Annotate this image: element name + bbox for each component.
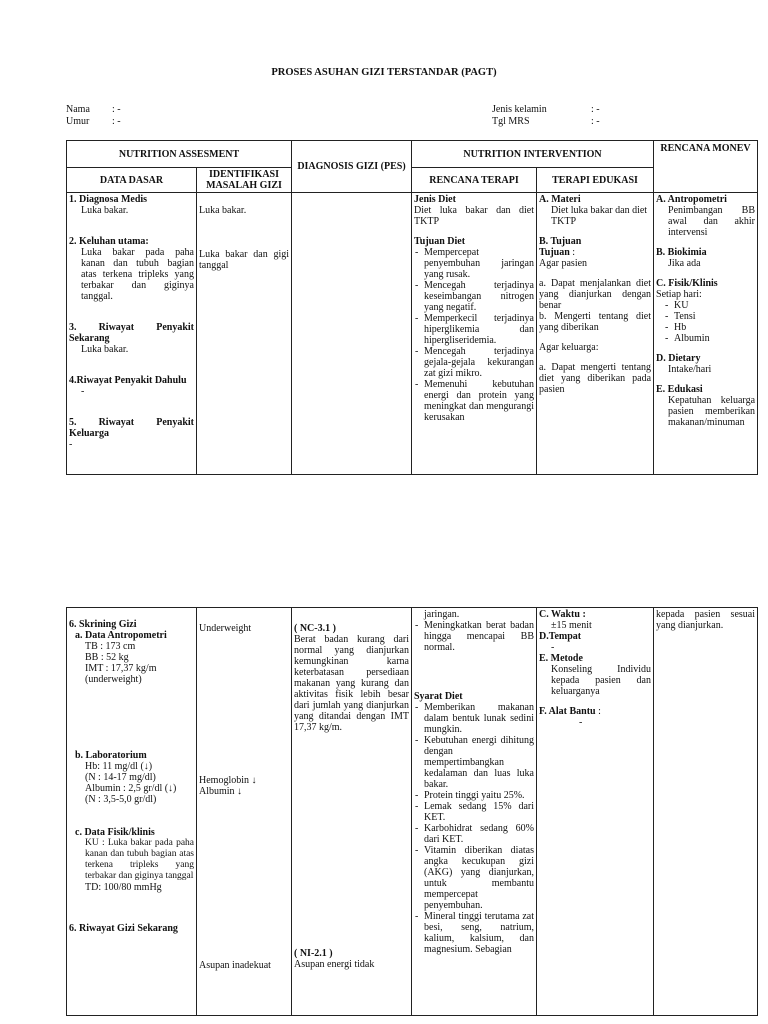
field-nama-label: Nama: [66, 104, 90, 115]
agar-pasien: Agar pasien: [539, 258, 588, 269]
pagt-table-page1: [66, 140, 758, 475]
section-materi: A. Materi: [539, 194, 581, 205]
albumin-normal: (N : 3,5-5,0 gr/dl): [85, 794, 157, 805]
keluarga-item-a: a. Dapat mengerti tentang diet yang diberikan pada pasien: [539, 362, 652, 395]
alat-bantu-line: [539, 706, 651, 717]
list-item: - Karbohidrat sedang 60% dari KET.: [424, 823, 534, 845]
header-terapi-edukasi: TERAPI EDUKASI: [537, 168, 654, 193]
section-riwayat-gizi: 6. Riwayat Gizi Sekarang: [69, 923, 178, 934]
edukasi-continuation: kepada pasien sesuai yang dianjurkan.: [656, 609, 755, 631]
cell-rencana-terapi-2: [412, 608, 537, 1016]
identifikasi-hemoglobin: Hemoglobin ↓: [199, 775, 257, 786]
header-rencana-monev: RENCANA MONEV: [654, 141, 758, 193]
header-data-dasar: DATA DASAR: [67, 168, 197, 193]
diagnosis-code-nc31: ( NC-3.1 ): [294, 623, 336, 634]
section-keluhan-utama: 2. Keluhan utama:: [69, 236, 149, 247]
imt-value: IMT : 17,37 kg/m: [85, 663, 157, 674]
imt-note: (underweight): [85, 674, 142, 685]
list-item: - Memenuhi kebutuhan energi dan protein yang meningkat dan mengurangi kerusakan: [424, 379, 534, 423]
section-edukasi: E. Edukasi: [656, 384, 703, 395]
tujuan-diet-list-cont: [414, 620, 534, 653]
field-jenis-kelamin-value: : -: [591, 104, 600, 115]
section-data-fisik-klinis: c. Data Fisik/klinis: [75, 827, 155, 838]
cell-rencana-terapi-1: [412, 193, 537, 475]
cell-identifikasi-2: [197, 608, 292, 1016]
list-item: - Meningkatkan berat badan hingga mencapai BB normal.: [424, 620, 534, 653]
pasien-item-a: a. Dapat menjalankan diet yang dianjurkan dengan benar: [539, 278, 652, 311]
section-alat-bantu: F. Alat Bantu: [539, 706, 596, 717]
list-item: - Memberikan makanan dalam bentuk lunak sedini mungkin.: [424, 702, 534, 735]
list-item: - Albumin: [674, 333, 755, 344]
cell-monev-2: [654, 608, 758, 1016]
riwayat-keluarga-text: -: [69, 439, 73, 450]
identifikasi-luka-gigi: Luka bakar dan gigi tanggal: [199, 249, 289, 271]
tempat-text: -: [551, 642, 555, 653]
section-riwayat-keluarga: 5. Riwayat Penyakit Keluarga: [69, 417, 194, 439]
pagt-table-page2: [66, 607, 758, 1016]
list-item: - Protein tinggi yaitu 25%.: [424, 790, 534, 801]
list-item: - Lemak sedang 15% dari KET.: [424, 801, 534, 823]
header-rencana-terapi: RENCANA TERAPI: [412, 168, 537, 193]
section-tempat: D.Tempat: [539, 631, 582, 642]
header-diagnosis-gizi: DIAGNOSIS GIZI (PES): [292, 141, 412, 193]
header-nutrition-intervention: NUTRITION INTERVENTION: [412, 141, 654, 168]
list-item: - Hb: [674, 322, 755, 333]
section-fisik-klinis: C. Fisik/Klinis: [656, 278, 718, 289]
field-jenis-kelamin: [492, 104, 600, 116]
cell-data-dasar-1: [67, 193, 197, 475]
section-syarat-diet: Syarat Diet: [414, 691, 463, 702]
identifikasi-luka-bakar: Luka bakar.: [199, 205, 247, 216]
list-item: - KU: [674, 300, 755, 311]
field-nama: [66, 104, 121, 116]
section-tujuan-diet: Tujuan Diet: [414, 236, 466, 247]
dietary-text: Intake/hari: [668, 364, 712, 375]
field-tgl-mrs: [492, 116, 600, 128]
section-diagnosa-medis: 1. Diagnosa Medis: [69, 194, 148, 205]
metode-text: Konseling Individu kepada pasien dan keluarganya: [551, 664, 651, 697]
section-waktu: C. Waktu :: [539, 609, 586, 620]
list-item: - Mempercepat penyembuhan jaringan yang rusak.: [424, 247, 534, 280]
diagnosa-medis-text: Luka bakar.: [81, 205, 129, 216]
td-value: TD: 100/80 mmHg: [85, 882, 162, 893]
cell-identifikasi-1: [197, 193, 292, 475]
alat-bantu-text: -: [579, 717, 583, 728]
ku-text: KU : Luka bakar pada paha kanan dan tubuh bagian atas terkena tripleks yang terbakar dan giginya tanggal: [85, 838, 194, 881]
section-riwayat-sekarang: 3. Riwayat Penyakit Sekarang: [69, 322, 194, 344]
keluhan-utama-text: Luka bakar pada paha kanan dan tubuh bagian atas terkena tripleks yang terbakar dan giginya tanggal.: [81, 247, 194, 302]
diagnosis-code-ni21: ( NI-2.1 ): [294, 948, 333, 959]
section-biokimia: B. Biokimia: [656, 247, 707, 258]
section-riwayat-dahulu: 4.Riwayat Penyakit Dahulu: [69, 375, 187, 386]
riwayat-sekarang-text: Luka bakar.: [81, 344, 129, 355]
cell-data-dasar-2: [67, 608, 197, 1016]
bb-value: BB : 52 kg: [85, 652, 129, 663]
section-antropometri: A. Antropometri: [656, 194, 727, 205]
list-item: - Memperkecil terjadinya hiperglikemia dan hipergliseridemia.: [424, 313, 534, 346]
tujuan-label: Tujuan: [539, 247, 570, 258]
list-item: - Tensi: [674, 311, 755, 322]
cell-monev-1: [654, 193, 758, 475]
tb-value: TB : 173 cm: [85, 641, 136, 652]
list-item: - Mencegah terjadinya keseimbangan nitrogen yang negatif.: [424, 280, 534, 313]
agar-keluarga: Agar keluarga:: [539, 342, 599, 353]
field-umur-label: Umur: [66, 116, 90, 127]
section-metode: E. Metode: [539, 653, 583, 664]
biokimia-text: Jika ada: [668, 258, 701, 269]
section-tujuan: B. Tujuan: [539, 236, 582, 247]
section-skrining-gizi: 6. Skrining Gizi: [69, 619, 137, 630]
section-jenis-diet: Jenis Diet: [414, 194, 456, 205]
header-identifikasi-masalah: IDENTIFIKASI MASALAH GIZI: [197, 168, 292, 193]
alat-bantu-suffix: :: [595, 706, 601, 717]
hb-normal: (N : 14-17 mg/dl): [85, 772, 156, 783]
diagnosis-text-ni21: Asupan energi tidak: [294, 959, 375, 970]
header-nutrition-assesment: NUTRITION ASSESMENT: [67, 141, 292, 168]
syarat-diet-list: [414, 702, 534, 955]
field-nama-value: : -: [112, 104, 121, 115]
riwayat-dahulu-text: -: [81, 386, 85, 397]
identifikasi-asupan: Asupan inadekuat: [199, 960, 271, 971]
antropometri-text: Penimbangan BB awal dan akhir intervensi: [668, 205, 756, 238]
field-tgl-mrs-label: Tgl MRS: [492, 116, 530, 127]
tujuan-suffix: :: [569, 247, 576, 258]
cell-terapi-edukasi-2: [537, 608, 654, 1016]
field-umur: [66, 116, 121, 128]
fisik-klinis-text: Setiap hari:: [656, 289, 702, 300]
pasien-item-b: b. Mengerti tentang diet yang diberikan: [539, 311, 652, 333]
fisik-klinis-list: [656, 300, 755, 344]
field-umur-value: : -: [112, 116, 121, 127]
list-item: - Kebutuhan energi dihitung dengan mempertimbangkan kedalaman dan luas luka bakar.: [424, 735, 534, 790]
field-jenis-kelamin-label: Jenis kelamin: [492, 104, 547, 115]
cell-diagnosis-2: [292, 608, 412, 1016]
cell-diagnosis-1: [292, 193, 412, 475]
albumin-value: Albumin : 2,5 gr/dl (↓): [85, 783, 177, 794]
materi-text: Diet luka bakar dan diet TKTP: [551, 205, 648, 227]
section-data-antropometri: a. Data Antropometri: [75, 630, 167, 641]
identifikasi-underweight: Underweight: [199, 623, 252, 634]
identifikasi-albumin: Albumin ↓: [199, 786, 243, 797]
hb-value: Hb: 11 mg/dl (↓): [85, 761, 153, 772]
list-item: - Mencegah terjadinya gejala-gejala kekurangan zat gizi mikro.: [424, 346, 534, 379]
document-title: PROSES ASUHAN GIZI TERSTANDAR (PAGT): [271, 67, 497, 78]
list-item: - Vitamin diberikan diatas angka kecukupan gizi (AKG) yang dianjurkan, untuk membantu mempercepat penyembuhan.: [424, 845, 534, 911]
section-dietary: D. Dietary: [656, 353, 701, 364]
tujuan-continuation: jaringan.: [424, 609, 460, 620]
list-item: - Mineral tinggi terutama zat besi, seng, natrium, kalium, kalsium, dan magnesium. Sebagian: [424, 911, 534, 955]
field-tgl-mrs-value: : -: [591, 116, 600, 127]
tujuan-diet-list: [414, 247, 534, 423]
section-laboratorium: b. Laboratorium: [75, 750, 147, 761]
jenis-diet-text: Diet luka bakar dan diet TKTP: [414, 205, 534, 227]
waktu-text: ±15 menit: [551, 620, 592, 631]
edukasi-text: Kepatuhan keluarga pasien memberikan makanan/minuman: [668, 395, 756, 428]
diagnosis-text-nc31: Berat badan kurang dari normal yang dianjurkan kemungkinan karna keterbatasan persediaan makanan yang kurang dan aktivitas fisik lebih besar dari jumlah yang dianjurkan yang ditandai dengan IMT 17,37 kg/m.: [294, 634, 409, 733]
cell-terapi-edukasi-1: [537, 193, 654, 475]
tujuan-line: [539, 247, 651, 258]
